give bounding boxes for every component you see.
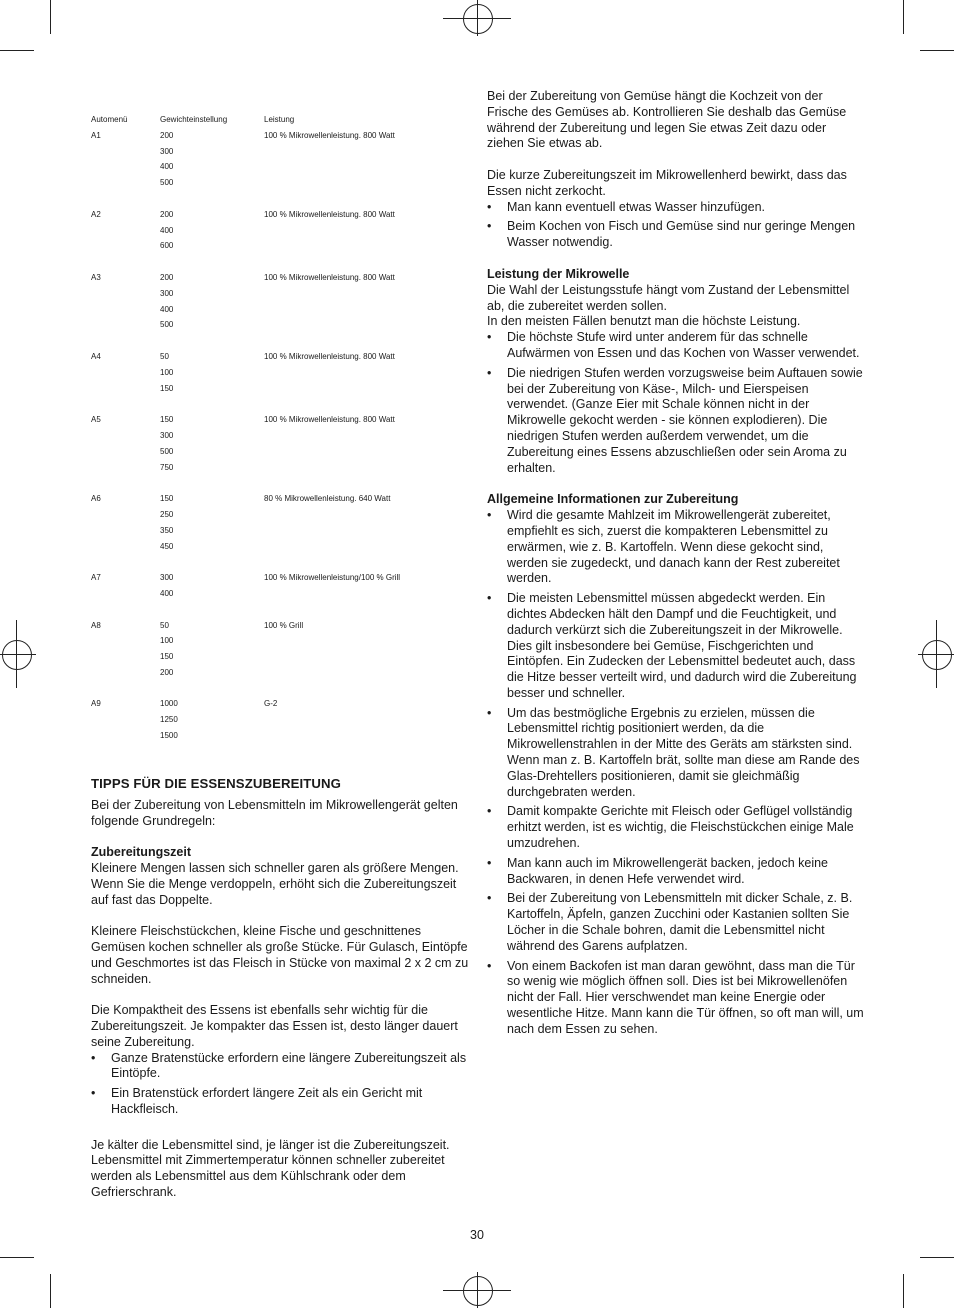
bullet-list (487, 508, 865, 1038)
table-spacer (91, 254, 464, 270)
list-item: • Damit kompakte Gerichte mit Fleisch oder Geflügel vollständig erhitzt werden, ist es wichtig, die Fleischstückchen einige Male umzudrehen. (487, 804, 854, 851)
paragraph: Die Wahl der Leistungsstufe hängt vom Zustand der Lebensmittel ab, die zubereitet werden sollen. (487, 282, 850, 313)
power-cell (264, 317, 464, 333)
menu-cell (91, 507, 160, 523)
menu-cell (91, 444, 160, 460)
list-item: • Ein Bratenstück erfordert längere Zeit als ein Gericht mit Hackfleisch. (91, 1086, 423, 1117)
weight-cell: 100 (160, 636, 174, 646)
weight-cell: 300 (160, 573, 174, 583)
table-row (91, 412, 464, 428)
power-cell (264, 649, 464, 665)
menu-cell (91, 175, 160, 191)
power-cell (264, 507, 464, 523)
table-row (91, 159, 464, 175)
table-spacer (91, 333, 464, 349)
crop-mark (50, 1274, 51, 1308)
weight-cell: 400 (160, 225, 174, 235)
table-row (91, 633, 464, 649)
weight-cell: 50 (160, 620, 169, 630)
table-row (91, 286, 464, 302)
power-cell (264, 381, 464, 397)
weight-cell: 200 (160, 667, 174, 677)
menu-cell: A9 (91, 699, 101, 709)
menu-cell (91, 223, 160, 239)
list-item: • Wird die gesamte Mahlzeit im Mikrowellengerät zubereitet, empfiehlt es sich, zuerst die kompakteren Lebensmittel zu erwärmen, wie z. B. Kartoffeln. Wenn diese gekocht sind, werden sie zugedeckt, und danach kann der Rest zubereitet werden. (487, 508, 840, 586)
table-header: Automenü (91, 115, 128, 124)
weight-cell: 400 (160, 162, 174, 172)
power-cell: 100 % Mikrowellenleistung/100 % Grill (264, 573, 401, 583)
table-row (91, 317, 464, 333)
menu-cell: A6 (91, 494, 101, 504)
weight-cell: 500 (160, 320, 174, 330)
paragraph: Bei der Zubereitung von Gemüse hängt die Kochzeit von der Frische des Gemüses ab. Kontrollieren Sie deshalb das Gemüse während der Zubereitung und legen Sie etwas Zeit dazu oder ziehen Sie etwas ab. (487, 89, 847, 151)
table-header: Gewichteinstellung (160, 115, 228, 124)
bullet-list (91, 1051, 471, 1118)
power-cell (264, 159, 464, 175)
menu-cell (91, 523, 160, 539)
power-cell (264, 365, 464, 381)
menu-cell (91, 286, 160, 302)
list-item: • Die meisten Lebensmittel müssen abgedeckt werden. Ein dichtes Abdecken hält den Dampf und die Feuchtigkeit, und dadurch verkürzt sich die Zubereitungszeit in der Mikrowelle. Dies gilt insbesondere bei Gemüse, Fischgerichten und Eintöpfen. Ein Zudecken der Lebensmittel bedeutet auch, dass die Hitze besser verteilt wird, und dadurch wird die Zubereitung besser und schneller. (487, 591, 857, 700)
menu-cell (91, 712, 160, 728)
page-number: 30 (470, 1228, 484, 1242)
power-cell (264, 286, 464, 302)
right-column (487, 89, 865, 1042)
list-item: • Von einem Backofen ist man daran gewöhnt, dass man die Tür so wenig wie möglich öffnen soll. Dies ist bei Mikrowellenöfen nicht der Fall. Hier verschwendet man keine Energie oder wesentliche Hitze. Mann kann die Tür öffnen, so oft man will, um nach dem Essen zu sehen. (487, 958, 864, 1036)
weight-cell: 200 (160, 130, 174, 140)
menu-cell: A1 (91, 130, 101, 140)
table-body (91, 128, 464, 744)
table-row (91, 144, 464, 160)
table-row (91, 665, 464, 681)
table-row (91, 507, 464, 523)
table-row (91, 523, 464, 539)
menu-cell (91, 144, 160, 160)
power-cell (264, 223, 464, 239)
paragraph: Kleinere Mengen lassen sich schneller garen als größere Mengen. Wenn Sie die Menge verdoppeln, erhöht sich die Zubereitungszeit auf fast das Doppelte. (91, 861, 459, 907)
weight-cell: 150 (160, 652, 174, 662)
menu-cell: A5 (91, 415, 101, 425)
table-row (91, 712, 464, 728)
paragraph: In den meisten Fällen benutzt man die höchste Leistung. (487, 314, 801, 329)
power-cell: 80 % Mikrowellenleistung. 640 Watt (264, 494, 391, 504)
menu-cell (91, 302, 160, 318)
weight-cell: 300 (160, 146, 174, 156)
power-cell (264, 428, 464, 444)
list-item: • Bei der Zubereitung von Lebensmitteln mit dicker Schale, z. B. Kartoffeln, Äpfeln, ganzen Zucchini oder Kastanien sollten Sie Löcher in die Schale bohren, damit die Lebensmittel nicht während des Garens aufplatzen. (487, 891, 853, 953)
power-cell (264, 728, 464, 744)
paragraph: Kleinere Fleischstückchen, kleine Fische und geschnittenes Gemüsen kochen schneller als große Stücke. Für Gulasch, Eintöpfe und Geschmortes ist das Fleisch in Stücke von maximal 2 x 2 cm zu schneiden. (91, 924, 469, 986)
table-spacer (91, 554, 464, 570)
table-row (91, 270, 464, 286)
power-cell (264, 175, 464, 191)
crop-mark (903, 0, 904, 34)
power-cell: 100 % Mikrowellenleistung. 800 Watt (264, 415, 395, 425)
power-cell (264, 144, 464, 160)
menu-cell: A7 (91, 573, 101, 583)
crop-mark (0, 50, 34, 51)
paragraph: Die Kompaktheit des Essens ist ebenfalls sehr wichtig für die Zubereitungszeit. Je kompakter das Essen ist, desto länger dauert seine Zubereitung. (91, 1003, 458, 1049)
power-cell (264, 523, 464, 539)
power-cell (264, 586, 464, 602)
weight-cell: 150 (160, 383, 174, 393)
power-cell (264, 460, 464, 476)
power-cell: 100 % Mikrowellenleistung. 800 Watt (264, 351, 395, 361)
table-spacer (91, 681, 464, 697)
table-spacer (91, 396, 464, 412)
table-row (91, 728, 464, 744)
table-row (91, 539, 464, 555)
weight-cell: 500 (160, 178, 174, 188)
paragraph: Je kälter die Lebensmittel sind, je länger ist die Zubereitungszeit. Lebensmittel mit Zimmertemperatur können schneller zubereitet werden als Lebensmittel aus dem Kühlschrank oder dem Gefrierschrank. (91, 1137, 450, 1199)
weight-cell: 500 (160, 446, 174, 456)
weight-cell: 150 (160, 415, 174, 425)
menu-cell (91, 238, 160, 254)
table-row (91, 381, 464, 397)
table-row (91, 586, 464, 602)
menu-cell: A4 (91, 351, 101, 361)
table-row (91, 365, 464, 381)
weight-cell: 450 (160, 541, 174, 551)
weight-cell: 300 (160, 430, 174, 440)
weight-cell: 600 (160, 241, 174, 251)
menu-cell: A8 (91, 620, 101, 630)
weight-cell: 750 (160, 462, 174, 472)
table-spacer (91, 475, 464, 491)
menu-cell (91, 460, 160, 476)
weight-cell: 50 (160, 351, 169, 361)
subheading-leistung: Leistung der Mikrowelle (487, 266, 630, 281)
table-row (91, 460, 464, 476)
power-cell (264, 302, 464, 318)
table-row (91, 570, 464, 586)
power-cell: 100 % Mikrowellenleistung. 800 Watt (264, 130, 395, 140)
subheading-allgemeine-informationen: Allgemeine Informationen zur Zubereitung (487, 492, 739, 507)
weight-cell: 1250 (160, 715, 178, 725)
menu-cell: A3 (91, 272, 101, 282)
weight-cell: 200 (160, 209, 174, 219)
menu-cell (91, 317, 160, 333)
table-row (91, 649, 464, 665)
menu-cell (91, 665, 160, 681)
left-column (91, 112, 471, 1201)
table-row (91, 428, 464, 444)
crop-mark (0, 1257, 34, 1258)
menu-cell (91, 649, 160, 665)
list-item: • Die höchste Stufe wird unter anderem für das schnelle Aufwärmen von Essen und das Kochen von Wasser verwendet. (487, 330, 860, 360)
list-item: • Man kann auch im Mikrowellengerät backen, jedoch keine Backwaren, in denen Hefe verwendet wird. (487, 855, 829, 886)
crop-mark (50, 0, 51, 34)
menu-cell (91, 633, 160, 649)
menu-cell (91, 381, 160, 397)
menu-cell: A2 (91, 209, 101, 219)
bullet-list (487, 330, 865, 476)
table-row (91, 207, 464, 223)
menu-cell (91, 586, 160, 602)
table-row (91, 302, 464, 318)
weight-cell: 1500 (160, 731, 178, 741)
table-row (91, 349, 464, 365)
list-item: • Beim Kochen von Fisch und Gemüse sind nur geringe Mengen Wasser notwendig. (487, 219, 856, 250)
table-spacer (91, 602, 464, 618)
table-row (91, 223, 464, 239)
table-row (91, 491, 464, 507)
subheading-zubereitungszeit: Zubereitungszeit (91, 845, 192, 860)
table-row (91, 618, 464, 634)
table-row (91, 128, 464, 144)
list-item: • Die niedrigen Stufen werden vorzugsweise beim Auftauen sowie bei der Zubereitung von Käse-, Milch- und Eierspeisen verwendet. (Ganze Eier mit Schale können nicht in der Mikrowelle gekocht werden - sie können explodieren). Die niedrigen Stufen werden außerdem verwendet, um die Zubereitung eines Essens abzuschließen oder sein Aroma zu erhalten. (487, 365, 863, 475)
table-row (91, 444, 464, 460)
weight-cell: 350 (160, 525, 174, 535)
intro-paragraph: Bei der Zubereitung von Lebensmitteln im Mikrowellengerät gelten folgende Grundregeln: (91, 797, 458, 828)
weight-cell: 400 (160, 304, 174, 314)
menu-cell (91, 728, 160, 744)
weight-cell: 1000 (160, 699, 178, 709)
table-row (91, 175, 464, 191)
power-cell: 100 % Mikrowellenleistung. 800 Watt (264, 209, 395, 219)
table-row (91, 238, 464, 254)
menu-cell (91, 365, 160, 381)
crop-mark (920, 1257, 954, 1258)
power-cell (264, 539, 464, 555)
list-item: • Ganze Bratenstücke erfordern eine längere Zubereitungszeit als Eintöpfe. (91, 1050, 467, 1081)
auto-menu-table (91, 112, 464, 744)
crop-mark (903, 1274, 904, 1308)
power-cell (264, 238, 464, 254)
table-header: Leistung (264, 115, 295, 124)
bullet-list (487, 200, 865, 251)
power-cell (264, 712, 464, 728)
section-heading: TIPPS FÜR DIE ESSENSZUBEREITUNG (91, 775, 342, 791)
list-item: • Man kann eventuell etwas Wasser hinzufügen. (487, 199, 766, 214)
weight-cell: 400 (160, 588, 174, 598)
paragraph: Die kurze Zubereitungszeit im Mikrowellenherd bewirkt, dass das Essen nicht zerkocht. (487, 167, 847, 198)
power-cell: 100 % Grill (264, 620, 304, 630)
power-cell: 100 % Mikrowellenleistung. 800 Watt (264, 272, 395, 282)
power-cell: G-2 (264, 699, 278, 709)
weight-cell: 150 (160, 494, 174, 504)
power-cell (264, 444, 464, 460)
table-row (91, 696, 464, 712)
menu-cell (91, 539, 160, 555)
power-cell (264, 633, 464, 649)
weight-cell: 200 (160, 272, 174, 282)
weight-cell: 250 (160, 509, 174, 519)
menu-cell (91, 428, 160, 444)
power-cell (264, 665, 464, 681)
table-spacer (91, 191, 464, 207)
list-item: • Um das bestmögliche Ergebnis zu erzielen, müssen die Lebensmittel richtig positioniert werden, da die Mikrowellenstrahlen in der Mitte des Geräts am stärksten sind. Wenn man z. B. Kartoffeln brät, sollte man diese am Rande des Glas-Drehtellers positionieren, damit sie gleichmäßig durchgebraten werden. (487, 705, 860, 799)
table-header-row (91, 112, 464, 128)
weight-cell: 300 (160, 288, 174, 298)
menu-cell (91, 159, 160, 175)
weight-cell: 100 (160, 367, 174, 377)
crop-mark (920, 50, 954, 51)
